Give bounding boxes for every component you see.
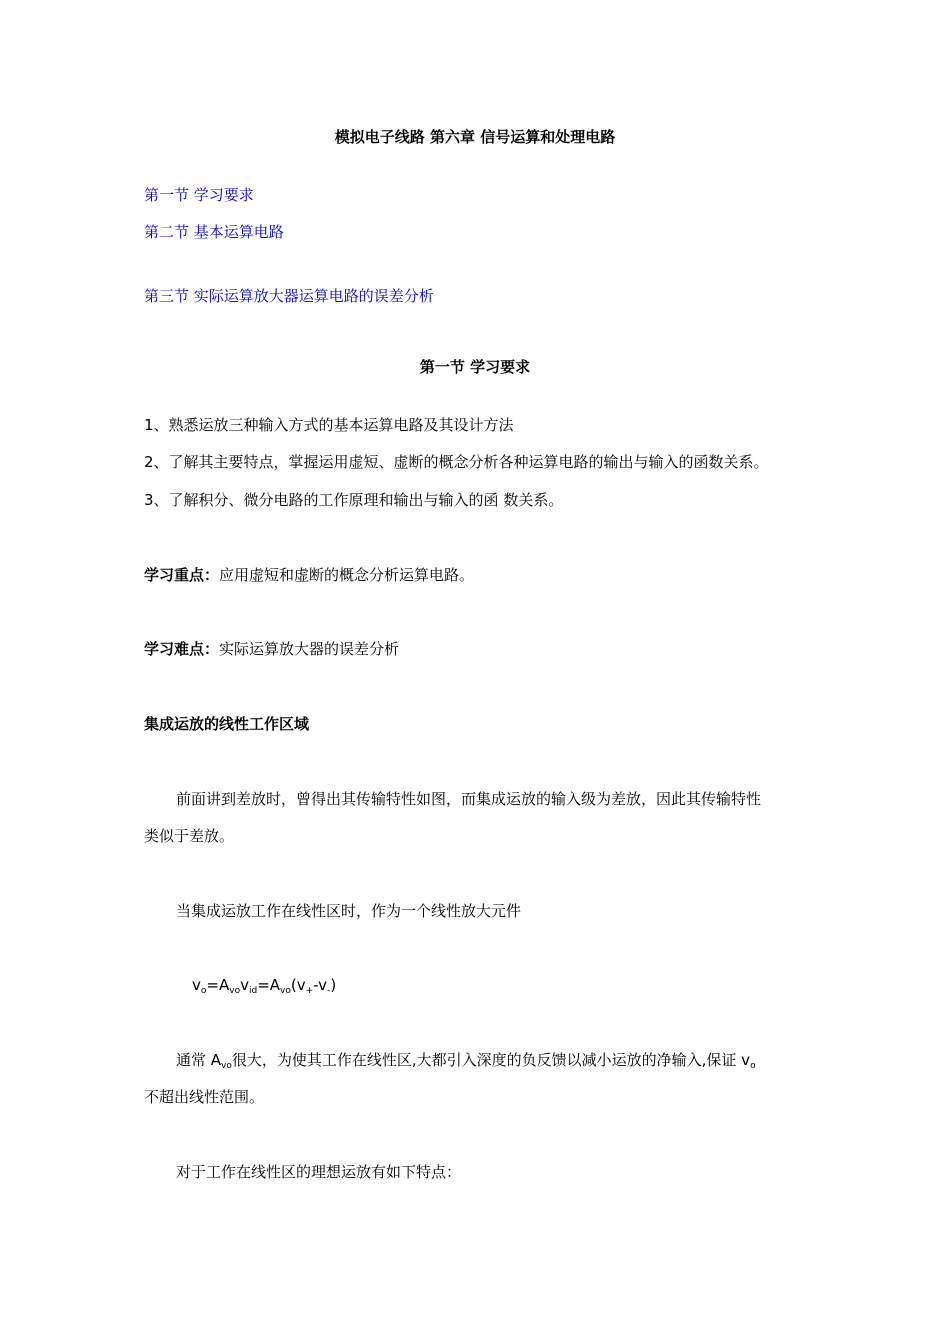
requirement-3: 3、了解积分、微分电路的工作原理和输出与输入的函 数关系。 — [144, 491, 564, 509]
formula-part: =A — [206, 976, 230, 994]
paragraph-3-line-2: 不超出线性范围。 — [144, 1088, 265, 1106]
study-focus — [144, 565, 474, 585]
paragraph-3-line-1 — [176, 1050, 756, 1076]
paragraph-3-sub-1: vo — [221, 1061, 232, 1071]
study-difficulty-label: 学习难点： — [144, 640, 220, 658]
formula-sub: o — [200, 986, 207, 996]
toc-link-section-1[interactable]: 第一节 学习要求 — [144, 186, 254, 204]
formula — [192, 975, 336, 1001]
formula-part: v — [192, 976, 201, 994]
paragraph-2: 当集成运放工作在线性区时，作为一个线性放大元件 — [176, 902, 522, 920]
formula-sub: vo — [229, 986, 241, 996]
formula-sub: vo — [280, 986, 291, 996]
paragraph-3-mid: 很大，为使其工作在线性区,大都引入深度的负反馈以减小运放的净输入,保证 v — [231, 1051, 751, 1069]
document-title: 模拟电子线路 第六章 信号运算和处理电路 — [334, 128, 616, 146]
study-difficulty — [144, 639, 399, 659]
formula-sub: + — [305, 986, 314, 996]
paragraph-1-line-1: 前面讲到差放时，曾得出其传输特性如图，而集成运放的输入级为差放，因此其传输特性 — [176, 790, 762, 808]
study-focus-text: 应用虚短和虚断的概念分析运算电路。 — [219, 566, 475, 584]
toc-link-section-2[interactable]: 第二节 基本运算电路 — [144, 223, 284, 241]
formula-sub: - — [327, 986, 331, 996]
study-focus-label: 学习重点： — [144, 566, 220, 584]
formula-part: (v — [290, 976, 306, 994]
section-title: 第一节 学习要求 — [419, 358, 531, 376]
paragraph-1-line-2: 类似于差放。 — [144, 827, 235, 845]
requirement-1: 1、熟悉运放三种输入方式的基本运算电路及其设计方法 — [144, 416, 514, 434]
paragraph-3-sub-2: o — [750, 1061, 756, 1071]
subheading: 集成运放的线性工作区域 — [144, 715, 310, 733]
formula-sub: id — [248, 986, 258, 996]
formula-part: v — [240, 976, 249, 994]
paragraph-3-start: 通常 A — [176, 1051, 222, 1069]
requirement-2: 2、了解其主要特点，掌握运用虚短、虚断的概念分析各种运算电路的输出与输入的函数关系。 — [144, 453, 769, 471]
toc-link-section-3[interactable]: 第三节 实际运算放大器运算电路的误差分析 — [144, 287, 434, 305]
formula-part: =A — [257, 976, 281, 994]
paragraph-4: 对于工作在线性区的理想运放有如下特点： — [176, 1163, 462, 1181]
formula-part: ) — [330, 976, 337, 994]
study-difficulty-text: 实际运算放大器的误差分析 — [219, 640, 400, 658]
formula-part: -v — [313, 976, 328, 994]
